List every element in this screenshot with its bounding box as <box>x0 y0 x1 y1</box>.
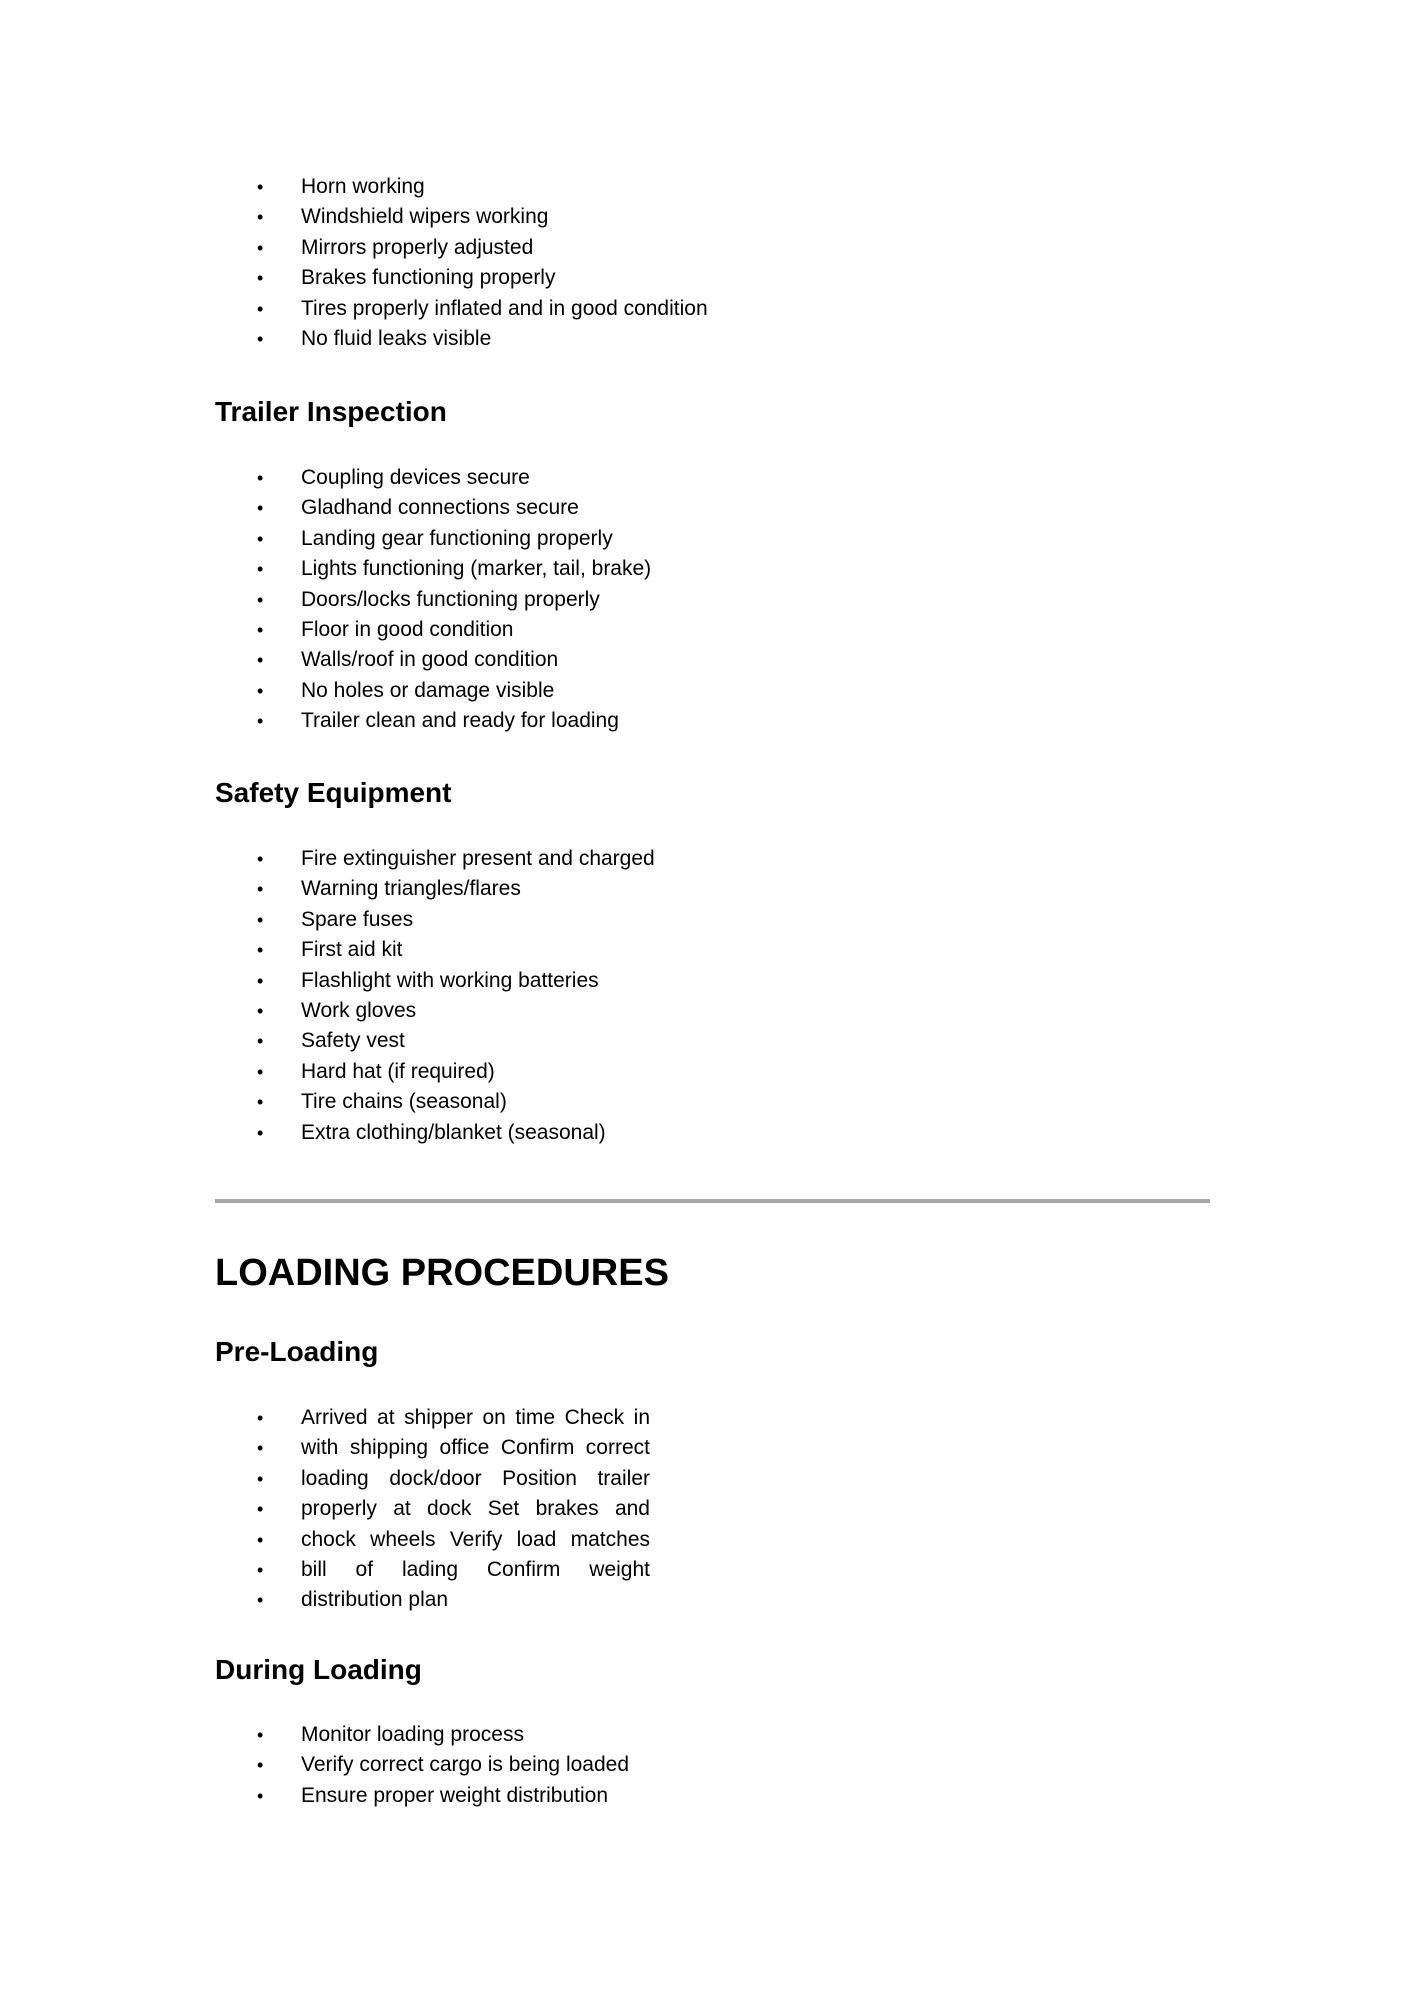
safety-equipment-heading: Safety Equipment <box>215 777 452 808</box>
list-item: • Tires properly inflated and in good condition <box>215 294 708 324</box>
list-item: • Tire chains (seasonal) <box>215 1087 655 1117</box>
list-item: • properly at dock Set brakes and <box>215 1494 736 1524</box>
bullet-icon: • <box>257 468 264 488</box>
list-item: • Coupling devices secure <box>215 463 651 493</box>
list-item: • Horn working <box>215 172 708 202</box>
trailer-inspection-section <box>215 463 651 737</box>
list-item: • Warning triangles/flares <box>215 874 655 904</box>
bullet-icon: • <box>257 1000 264 1021</box>
list-item: • Safety vest <box>215 1026 655 1056</box>
bullet-icon: • <box>257 589 264 610</box>
list-item: • Monitor loading process <box>215 1720 629 1750</box>
pre-loading-list <box>215 1403 736 1616</box>
list-item: • Arrived at shipper on time Check in <box>215 1403 736 1433</box>
list-item: • Mirrors properly adjusted <box>215 233 708 263</box>
during-loading-list <box>215 1720 629 1811</box>
bullet-icon: • <box>257 1725 264 1745</box>
section-divider <box>215 1199 1210 1203</box>
pre-loading-heading: Pre-Loading <box>215 1336 379 1367</box>
bullet-icon: • <box>257 680 264 701</box>
list-item: • Verify correct cargo is being loaded <box>215 1750 629 1780</box>
list-item: • loading dock/door Position trailer <box>215 1464 736 1494</box>
list-item: • distribution plan <box>215 1585 736 1615</box>
trailer-inspection-list <box>215 463 651 737</box>
bullet-icon: • <box>257 909 264 930</box>
list-item: • Lights functioning (marker, tail, brake) <box>215 554 651 584</box>
list-item: • Hard hat (if required) <box>215 1057 655 1087</box>
bullet-icon: • <box>257 268 264 289</box>
bullet-icon: • <box>257 1408 264 1428</box>
bullet-icon: • <box>257 177 264 197</box>
list-item: • Trailer clean and ready for loading <box>215 706 651 736</box>
bullet-icon: • <box>257 849 264 869</box>
list-item: • Brakes functioning properly <box>215 263 708 293</box>
safety-equipment-list <box>215 844 655 1148</box>
list-item: • Work gloves <box>215 996 655 1026</box>
bullet-icon: • <box>257 1559 264 1580</box>
bullet-icon: • <box>257 1785 264 1806</box>
bullet-icon: • <box>257 1122 264 1143</box>
bullet-icon: • <box>257 650 264 671</box>
during-loading-section <box>215 1720 629 1811</box>
list-item: • Floor in good condition <box>215 615 651 645</box>
bullet-icon: • <box>257 1061 264 1082</box>
bullet-icon: • <box>257 1092 264 1113</box>
bullet-icon: • <box>257 528 264 549</box>
bullet-icon: • <box>257 498 264 519</box>
pre-loading-section <box>215 1403 736 1616</box>
list-item: • Windshield wipers working <box>215 202 708 232</box>
safety-equipment-section <box>215 844 655 1148</box>
list-item: • with shipping office Confirm correct <box>215 1433 736 1463</box>
list-item: • Fire extinguisher present and charged <box>215 844 655 874</box>
list-item: • chock wheels Verify load matches <box>215 1525 736 1555</box>
vehicle-checks-list <box>215 172 708 354</box>
list-item: • Gladhand connections secure <box>215 493 651 523</box>
bullet-icon: • <box>257 207 264 228</box>
list-item: • Flashlight with working batteries <box>215 966 655 996</box>
bullet-icon: • <box>257 298 264 319</box>
list-item: • Landing gear functioning properly <box>215 524 651 554</box>
bullet-icon: • <box>257 970 264 991</box>
bullet-icon: • <box>257 559 264 580</box>
bullet-icon: • <box>257 879 264 900</box>
bullet-icon: • <box>257 1438 264 1459</box>
list-item: • Ensure proper weight distribution <box>215 1781 629 1811</box>
bullet-icon: • <box>257 328 264 349</box>
list-item: • First aid kit <box>215 935 655 965</box>
list-item: • Spare fuses <box>215 905 655 935</box>
bullet-icon: • <box>257 1468 264 1489</box>
vehicle-checks-section <box>215 172 708 354</box>
bullet-icon: • <box>257 1499 264 1520</box>
list-item: • Walls/roof in good condition <box>215 645 651 675</box>
bullet-icon: • <box>257 711 264 732</box>
during-loading-heading: During Loading <box>215 1654 422 1685</box>
list-item: • Extra clothing/blanket (seasonal) <box>215 1118 655 1148</box>
list-item: • Doors/locks functioning properly <box>215 585 651 615</box>
bullet-icon: • <box>257 1031 264 1052</box>
bullet-icon: • <box>257 1755 264 1776</box>
bullet-icon: • <box>257 1590 264 1611</box>
trailer-inspection-heading: Trailer Inspection <box>215 396 447 427</box>
bullet-icon: • <box>257 619 264 640</box>
bullet-icon: • <box>257 1529 264 1550</box>
list-item: • No holes or damage visible <box>215 676 651 706</box>
bullet-icon: • <box>257 237 264 258</box>
list-item: • No fluid leaks visible <box>215 324 708 354</box>
list-item: • bill of lading Confirm weight <box>215 1555 736 1585</box>
loading-procedures-heading: LOADING PROCEDURES <box>215 1252 669 1294</box>
bullet-icon: • <box>257 940 264 961</box>
